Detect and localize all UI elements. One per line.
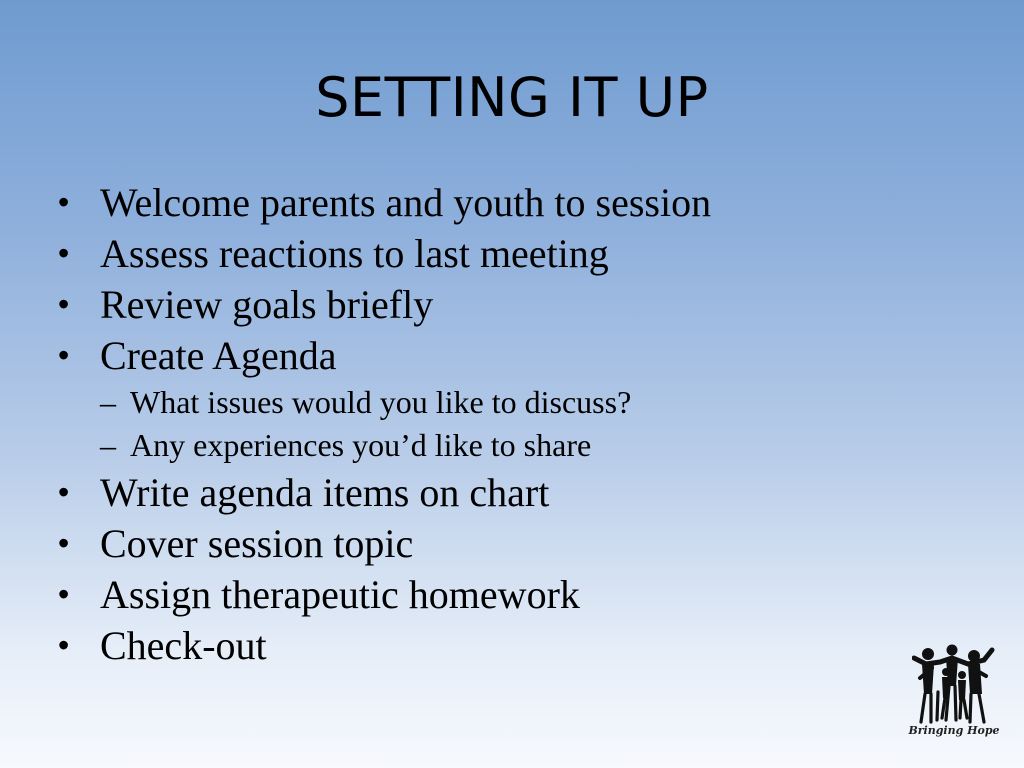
bullet-item (58, 620, 958, 671)
bullet-text: Cover session topic (100, 521, 414, 566)
bullet-item (58, 569, 958, 620)
bringing-hope-logo (908, 642, 1000, 746)
sub-bullet-text: What issues would you like to discuss? (130, 384, 632, 420)
family-figures-icon (912, 642, 996, 726)
bullet-text: Check-out (100, 623, 267, 668)
bullet-marker: • (58, 576, 70, 612)
bullet-list (58, 177, 958, 671)
bullet-marker: • (58, 337, 70, 373)
bullet-item (58, 330, 958, 467)
sub-bullet-text: Any experiences you’d like to share (130, 427, 592, 463)
bullet-text: Welcome parents and youth to session (100, 180, 712, 225)
sub-bullet-marker: – (100, 384, 116, 420)
bullet-marker: • (58, 474, 70, 510)
sub-bullet-item (100, 381, 958, 424)
bullet-item (58, 228, 958, 279)
sub-bullet-item (100, 424, 958, 467)
bullet-item (58, 177, 958, 228)
logo-text: Bringing Hope (908, 724, 1000, 737)
bullet-text: Review goals briefly (100, 282, 434, 327)
bullet-text: Create Agenda (100, 333, 337, 378)
bullet-text: Assign therapeutic homework (100, 572, 580, 617)
slide-title: SETTING IT UP (315, 66, 709, 129)
bullet-item (58, 467, 958, 518)
bullet-text: Write agenda items on chart (100, 470, 550, 515)
sub-bullet-marker: – (100, 427, 116, 463)
bullet-text: Assess reactions to last meeting (100, 231, 609, 276)
bullet-marker: • (58, 525, 70, 561)
bullet-marker: • (58, 286, 70, 322)
bullet-item (58, 279, 958, 330)
bullet-marker: • (58, 184, 70, 220)
bullet-marker: • (58, 627, 70, 663)
bullet-item (58, 518, 958, 569)
sub-bullet-list (100, 381, 958, 467)
bullet-marker: • (58, 235, 70, 271)
